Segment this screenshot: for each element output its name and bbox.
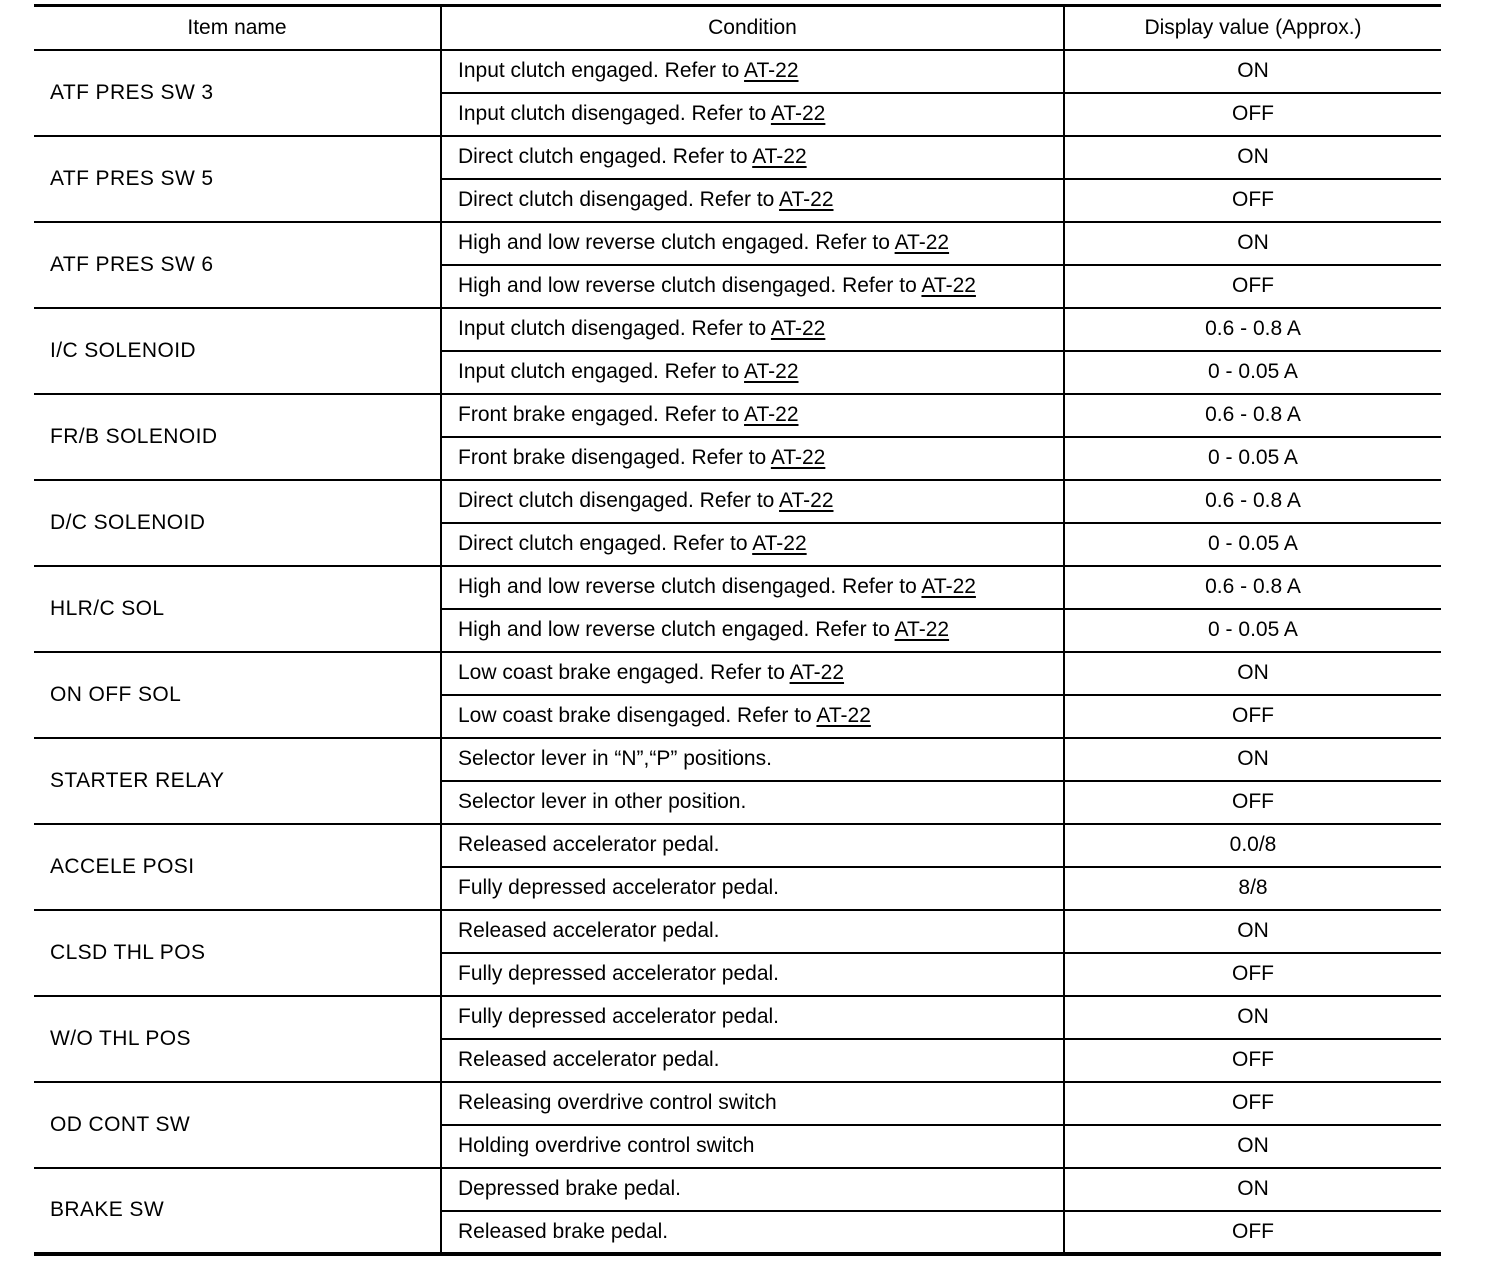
condition-text: High and low reverse clutch engaged. bbox=[458, 618, 810, 641]
header-condition: Condition bbox=[441, 6, 1064, 50]
condition-text: Holding overdrive control switch bbox=[458, 1134, 755, 1157]
display-value-cell: 8/8 bbox=[1064, 867, 1441, 910]
display-value-cell: OFF bbox=[1064, 695, 1441, 738]
table-row bbox=[34, 136, 1441, 179]
display-value-cell: 0.0/8 bbox=[1064, 824, 1441, 867]
reference-link[interactable]: AT-22 bbox=[921, 274, 976, 297]
refer-to-label: Refer to bbox=[658, 403, 745, 426]
table-row bbox=[34, 394, 1441, 437]
refer-to-label: Refer to bbox=[836, 274, 922, 297]
condition-text: Input clutch disengaged. bbox=[458, 102, 686, 125]
condition-text: Releasing overdrive control switch bbox=[458, 1091, 777, 1114]
item-name-cell: ATF PRES SW 6 bbox=[34, 222, 441, 308]
display-value-cell: 0 - 0.05 A bbox=[1064, 609, 1441, 652]
condition-cell bbox=[441, 50, 1064, 93]
refer-to-label: Refer to bbox=[809, 618, 895, 641]
reference-link[interactable]: AT-22 bbox=[770, 446, 826, 469]
refer-to-label: Refer to bbox=[731, 704, 817, 727]
display-value-cell: 0.6 - 0.8 A bbox=[1064, 566, 1441, 609]
table-row bbox=[34, 1082, 1441, 1125]
table-row bbox=[34, 222, 1441, 265]
display-value-cell: 0.6 - 0.8 A bbox=[1064, 394, 1441, 437]
header-row bbox=[34, 6, 1441, 50]
header-display-value: Display value (Approx.) bbox=[1064, 6, 1441, 50]
table-row bbox=[34, 824, 1441, 867]
condition-cell bbox=[441, 1125, 1064, 1168]
condition-cell bbox=[441, 652, 1064, 695]
condition-text: Low coast brake disengaged. bbox=[458, 704, 732, 727]
display-value-cell: ON bbox=[1064, 1168, 1441, 1211]
condition-text: Released accelerator pedal. bbox=[458, 919, 720, 942]
item-name-cell: ACCELE POSI bbox=[34, 824, 441, 910]
table-row bbox=[34, 566, 1441, 609]
reference-link[interactable]: AT-22 bbox=[779, 489, 834, 512]
refer-to-label: Refer to bbox=[658, 360, 745, 383]
display-value-cell: ON bbox=[1064, 738, 1441, 781]
display-value-cell: 0.6 - 0.8 A bbox=[1064, 308, 1441, 351]
item-name-cell: ATF PRES SW 5 bbox=[34, 136, 441, 222]
refer-to-label: Refer to bbox=[685, 102, 771, 125]
condition-cell bbox=[441, 222, 1064, 265]
display-value-cell: OFF bbox=[1064, 953, 1441, 996]
condition-text: High and low reverse clutch engaged. bbox=[458, 231, 810, 254]
condition-cell bbox=[441, 609, 1064, 652]
display-value-cell: 0 - 0.05 A bbox=[1064, 351, 1441, 394]
reference-link[interactable]: AT-22 bbox=[752, 145, 807, 168]
display-value-cell: ON bbox=[1064, 136, 1441, 179]
display-value-cell: OFF bbox=[1064, 93, 1441, 136]
display-value-cell: OFF bbox=[1064, 781, 1441, 824]
display-value-cell: OFF bbox=[1064, 1039, 1441, 1082]
table-row bbox=[34, 910, 1441, 953]
refer-to-label: Refer to bbox=[836, 575, 922, 598]
reference-link[interactable]: AT-22 bbox=[744, 59, 799, 82]
condition-text: Fully depressed accelerator pedal. bbox=[458, 962, 780, 985]
condition-cell bbox=[441, 781, 1064, 824]
condition-cell bbox=[441, 867, 1064, 910]
condition-cell bbox=[441, 953, 1064, 996]
refer-to-label: Refer to bbox=[704, 661, 790, 684]
condition-text: Front brake engaged. bbox=[458, 403, 659, 426]
table-row bbox=[34, 996, 1441, 1039]
condition-text: Direct clutch disengaged. bbox=[458, 188, 694, 211]
reference-link[interactable]: AT-22 bbox=[744, 403, 799, 426]
reference-link[interactable]: AT-22 bbox=[789, 661, 845, 684]
table-row bbox=[34, 1168, 1441, 1211]
condition-cell bbox=[441, 523, 1064, 566]
display-value-cell: OFF bbox=[1064, 179, 1441, 222]
reference-link[interactable]: AT-22 bbox=[894, 231, 950, 254]
header-item-name: Item name bbox=[34, 6, 441, 50]
condition-text: Released brake pedal. bbox=[458, 1219, 669, 1243]
item-name-cell: HLR/C SOL bbox=[34, 566, 441, 652]
condition-cell bbox=[441, 824, 1064, 867]
condition-cell bbox=[441, 136, 1064, 179]
table-row bbox=[34, 652, 1441, 695]
display-value-cell: ON bbox=[1064, 50, 1441, 93]
reference-link[interactable]: AT-22 bbox=[744, 360, 799, 383]
condition-text: Direct clutch engaged. bbox=[458, 532, 667, 555]
condition-text: Input clutch engaged. bbox=[458, 360, 659, 383]
condition-cell bbox=[441, 566, 1064, 609]
item-name-cell: OD CONT SW bbox=[34, 1082, 441, 1168]
condition-cell bbox=[441, 179, 1064, 222]
item-name-cell: W/O THL POS bbox=[34, 996, 441, 1082]
refer-to-label: Refer to bbox=[693, 188, 780, 211]
display-value-cell: ON bbox=[1064, 222, 1441, 265]
table-row bbox=[34, 50, 1441, 93]
refer-to-label: Refer to bbox=[809, 231, 895, 254]
item-name-cell: ON OFF SOL bbox=[34, 652, 441, 738]
condition-cell bbox=[441, 1211, 1064, 1254]
refer-to-label: Refer to bbox=[693, 489, 780, 512]
display-value-cell: 0 - 0.05 A bbox=[1064, 523, 1441, 566]
refer-to-label: Refer to bbox=[658, 59, 745, 82]
condition-text: Released accelerator pedal. bbox=[458, 833, 720, 856]
condition-cell bbox=[441, 738, 1064, 781]
table-body bbox=[34, 50, 1441, 1254]
reference-link[interactable]: AT-22 bbox=[921, 575, 976, 598]
condition-text: Low coast brake engaged. bbox=[458, 661, 705, 684]
condition-text: Fully depressed accelerator pedal. bbox=[458, 1005, 780, 1028]
display-value-cell: 0 - 0.05 A bbox=[1064, 437, 1441, 480]
condition-cell bbox=[441, 1039, 1064, 1082]
condition-text: Depressed brake pedal. bbox=[458, 1177, 681, 1200]
condition-cell bbox=[441, 910, 1064, 953]
item-name-cell: D/C SOLENOID bbox=[34, 480, 441, 566]
condition-cell bbox=[441, 695, 1064, 738]
display-value-cell: ON bbox=[1064, 1125, 1441, 1168]
refer-to-label: Refer to bbox=[685, 317, 771, 340]
table-row bbox=[34, 308, 1441, 351]
condition-cell bbox=[441, 1168, 1064, 1211]
item-name-cell: I/C SOLENOID bbox=[34, 308, 441, 394]
refer-to-label: Refer to bbox=[685, 446, 771, 469]
condition-cell bbox=[441, 1082, 1064, 1125]
condition-text: High and low reverse clutch disengaged. bbox=[458, 575, 837, 598]
item-name-cell: CLSD THL POS bbox=[34, 910, 441, 996]
condition-text: High and low reverse clutch disengaged. bbox=[458, 274, 837, 297]
condition-text: Fully depressed accelerator pedal. bbox=[458, 876, 780, 899]
table-row bbox=[34, 480, 1441, 523]
reference-link[interactable]: AT-22 bbox=[816, 704, 871, 727]
display-value-cell: 0.6 - 0.8 A bbox=[1064, 480, 1441, 523]
reference-link[interactable]: AT-22 bbox=[779, 188, 834, 211]
condition-cell bbox=[441, 996, 1064, 1039]
display-value-cell: ON bbox=[1064, 910, 1441, 953]
table-row bbox=[34, 738, 1441, 781]
condition-text: Direct clutch engaged. bbox=[458, 145, 667, 168]
display-value-cell: OFF bbox=[1064, 1211, 1441, 1254]
item-name-cell: STARTER RELAY bbox=[34, 738, 441, 824]
item-name-cell: BRAKE SW bbox=[34, 1168, 441, 1254]
item-name-cell: ATF PRES SW 3 bbox=[34, 50, 441, 136]
ecu-data-monitor-table bbox=[34, 4, 1441, 1256]
condition-cell bbox=[441, 93, 1064, 136]
refer-to-label: Refer to bbox=[666, 532, 753, 555]
condition-cell bbox=[441, 437, 1064, 480]
display-value-cell: OFF bbox=[1064, 265, 1441, 308]
condition-text: Selector lever in “N”,“P” positions. bbox=[458, 747, 772, 770]
condition-text: Selector lever in other position. bbox=[458, 790, 747, 813]
item-name-cell: FR/B SOLENOID bbox=[34, 394, 441, 480]
condition-cell bbox=[441, 351, 1064, 394]
reference-link[interactable]: AT-22 bbox=[894, 618, 950, 641]
condition-cell bbox=[441, 308, 1064, 351]
reference-link[interactable]: AT-22 bbox=[770, 102, 826, 125]
condition-text: Released accelerator pedal. bbox=[458, 1048, 720, 1071]
display-value-cell: ON bbox=[1064, 996, 1441, 1039]
condition-cell bbox=[441, 265, 1064, 308]
reference-link[interactable]: AT-22 bbox=[770, 317, 826, 340]
condition-text: Input clutch engaged. bbox=[458, 59, 659, 82]
condition-text: Front brake disengaged. bbox=[458, 446, 686, 469]
reference-link[interactable]: AT-22 bbox=[752, 532, 807, 555]
condition-cell bbox=[441, 480, 1064, 523]
condition-cell bbox=[441, 394, 1064, 437]
display-value-cell: ON bbox=[1064, 652, 1441, 695]
condition-text: Direct clutch disengaged. bbox=[458, 489, 694, 512]
display-value-cell: OFF bbox=[1064, 1082, 1441, 1125]
condition-text: Input clutch disengaged. bbox=[458, 317, 686, 340]
refer-to-label: Refer to bbox=[666, 145, 753, 168]
